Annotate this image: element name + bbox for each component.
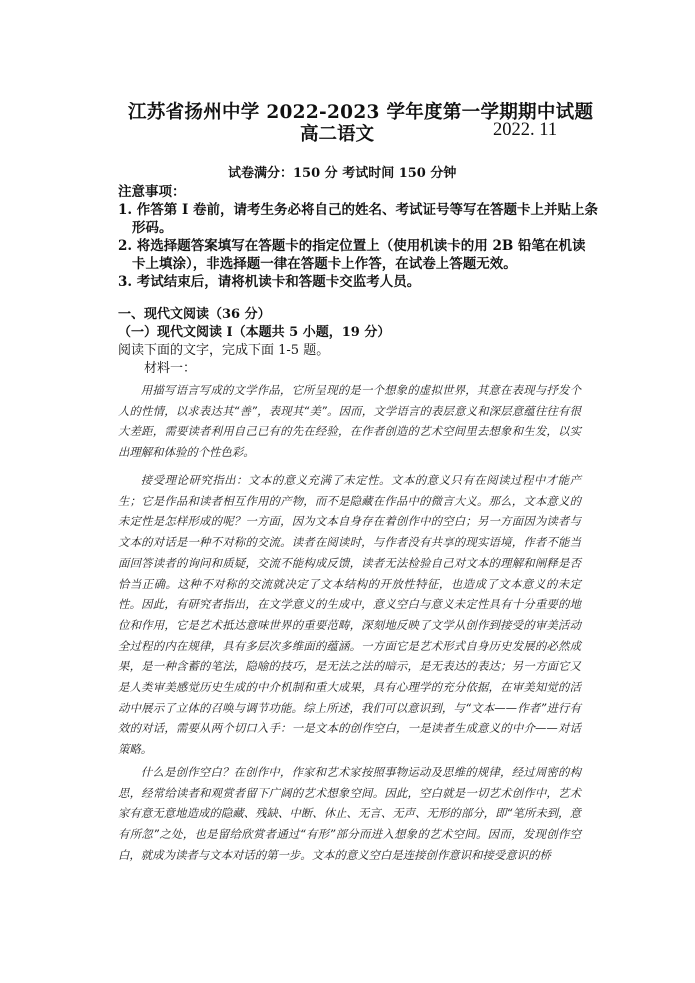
note-item-2: 2. 将选择题答案填写在答题卡的指定位置上（使用机读卡的用 2B 铅笔在机读卡上填涂），非选择题一律在答题卡上作答，在试卷上答题无效。 (118, 238, 586, 272)
score-time-info: 试卷满分：150 分 考试时间 150 分钟 (228, 166, 457, 181)
article-paragraph-2 (118, 470, 581, 760)
notes-block (118, 183, 598, 291)
exam-title: 江苏省扬州中学 2022-2023 学年度第一学期期中试题 (128, 102, 594, 123)
exam-date: 2022. 11 (493, 120, 558, 140)
paragraph-text: 接受理论研究指出：文本的意义充满了未定性。文本的意义只有在阅读过程中才能产生；它是作品和读者相互作用的产物，而不是隐藏在作品中的微言大义。那么，文本意义的未定性是怎样形成的呢？一方面，因为文本自身存在着创作中的空白；另一方面因为读者与文本的对话是一种不对称的交流。读者在阅读时，与作者没有共享的现实语境，作者不能当面回答读者的询问和质疑，交流不能构成反馈，读者无法检验自己对文本的理解和阐释是否恰当正确。这种不对称的交流就决定了文本结构的开放性特征，也造成了文本意义的未定性。因此，有研究者指出，在文学意义的生成中，意义空白与意义未定性具有十分重要的地位和作用，它是艺术抵达意味世界的重要范畴，深刻地反映了文学从创作到接受的审美活动全过程的内在规律，具有多层次多维面的蕴涵。一方面它是艺术形式自身历史发展的必然成果，是一种含蓄的笔法，隐喻的技巧，是无法之法的暗示，是无表达的表达；另一方面它又是人类审美感觉历史生成的中介机制和重大成果，具有心理学的充分依据，在审美知觉的活动中展示了立体的召唤与调节功能。综上所述，我们可以意识到，与“文本——作者”进行有效的对话，需要从两个切口入手：一是文本的创作空白，一是读者生成意义的中介——对话策略。 (118, 473, 581, 757)
notes-heading: 注意事项： (118, 184, 186, 200)
paragraph-text: 用描写语言写成的文学作品，它所呈现的是一个想象的虚拟世界，其意在表现与抒发个人的性情，以求表达其“善”，表现其“美”。因而，文学语言的表层意义和深层意蕴往往有很大差距，需要读者利用自己已有的先在经验，在作者创造的艺术空间里去想象和生发，以实出理解和体验的个性色彩。 (118, 383, 581, 460)
sub-title: （一）现代文阅读 I（本题共 5 小题，19 分） (118, 325, 391, 340)
paragraph-text: 什么是创作空白？在创作中，作家和艺术家按照事物运动及思维的规律，经过周密的构思，经常给读者和观赏者留下广阔的艺术想象空间。因此，空白就是一切艺术创作中，艺术家有意无意地造成的隐藏、残缺、中断、休止、无言、无声、无形的部分，即“笔所未到，意有所忽”之处，也是留给欣赏者通过“有形”部分而进入想象的艺术空间。因而，发现创作空白，就成为读者与文本对话的第一步。文本的意义空白是连接创作意识和接受意识的桥 (118, 765, 581, 862)
reading-instruction: 阅读下面的文字，完成下面 1-5 题。 (118, 343, 330, 358)
exam-subtitle (300, 120, 558, 146)
article-paragraph-1 (118, 380, 581, 463)
subject-label: 高二语文 (300, 124, 375, 145)
note-item-3: 3. 考试结束后，请将机读卡和答题卡交监考人员。 (118, 274, 421, 290)
note-item-1: 1. 作答第 I 卷前，请考生务必将自己的姓名、考试证号等写在答题卡上并贴上条形码。 (118, 202, 599, 236)
article-paragraph-3 (118, 762, 581, 866)
part-title: 一、现代文阅读（36 分） (118, 307, 271, 322)
material-label: 材料一： (144, 361, 197, 376)
